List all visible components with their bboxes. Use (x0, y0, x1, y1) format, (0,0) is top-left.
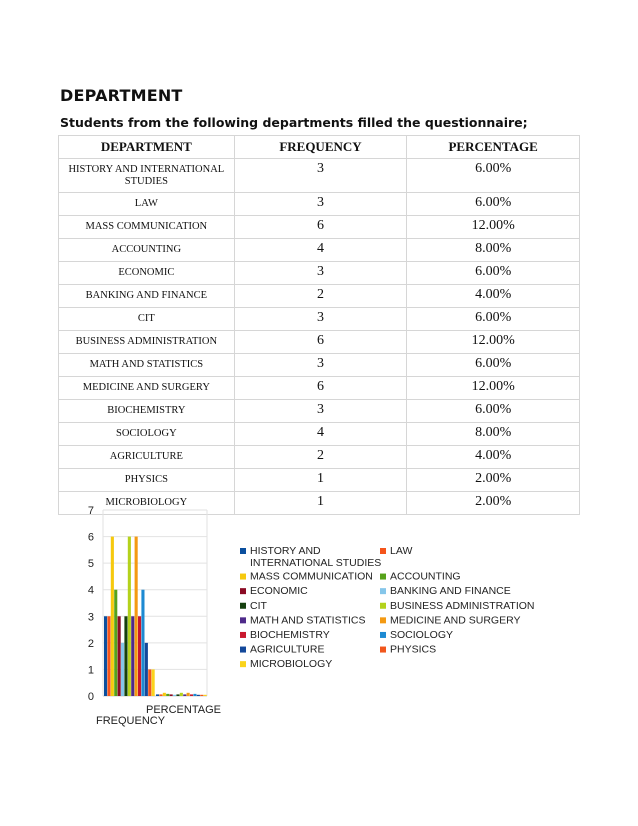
bar (128, 537, 131, 696)
table-row (59, 308, 580, 331)
bar (111, 537, 114, 696)
table-row (59, 216, 580, 239)
bar (173, 695, 176, 696)
bar (131, 616, 134, 696)
frequency-cell: 3 (234, 193, 407, 216)
legend-label: INTERNATIONAL STUDIES (250, 557, 382, 569)
legend-label: MASS COMMUNICATION (250, 570, 373, 583)
legend-swatch (380, 603, 386, 609)
table-body (59, 159, 580, 515)
legend-label: ECONOMIC (250, 585, 308, 598)
y-tick-label: 0 (87, 691, 94, 703)
bar (124, 616, 127, 696)
bar (135, 537, 138, 696)
legend-swatch (240, 603, 246, 609)
header-frequency: FREQUENCY (234, 136, 407, 159)
legend-label: ACCOUNTING (390, 570, 461, 583)
legend-label: MEDICINE AND SURGERY (390, 614, 521, 627)
table-row (59, 262, 580, 285)
bar (180, 693, 183, 696)
bar (152, 669, 155, 696)
percentage-cell: 12.00% (407, 216, 580, 239)
legend-label: LAW (390, 545, 413, 557)
percentage-cell: 6.00% (407, 354, 580, 377)
legend-label: BIOCHEMISTRY (250, 628, 330, 641)
bar (138, 616, 141, 696)
department-cell: BIOCHEMISTRY (59, 400, 235, 423)
legend-swatch (240, 647, 246, 653)
bar (187, 693, 190, 696)
y-tick-label: 5 (87, 558, 94, 571)
table-row (59, 377, 580, 400)
department-cell: SOCIOLOGY (59, 423, 235, 446)
frequency-cell: 3 (234, 308, 407, 331)
y-tick-label: 3 (87, 611, 94, 624)
y-tick-label: 2 (87, 637, 94, 650)
bar (156, 694, 159, 696)
chart-svg (80, 500, 560, 740)
bar (118, 616, 121, 696)
percentage-cell: 2.00% (407, 492, 580, 515)
legend-swatch (240, 588, 246, 594)
legend-swatch (380, 632, 386, 638)
y-tick-label: 6 (87, 531, 94, 544)
table-row (59, 285, 580, 308)
percentage-cell: 12.00% (407, 331, 580, 354)
frequency-cell: 3 (234, 159, 407, 193)
bar (121, 643, 124, 696)
department-cell: PHYSICS (59, 469, 235, 492)
header-percentage: PERCENTAGE (407, 136, 580, 159)
department-chart (80, 500, 560, 740)
table-header-row (59, 136, 580, 159)
bar (170, 694, 173, 696)
percentage-cell: 6.00% (407, 400, 580, 423)
bar (166, 694, 169, 696)
frequency-cell: 3 (234, 400, 407, 423)
legend-swatch (380, 548, 386, 554)
legend-swatch (240, 574, 246, 580)
table-row (59, 469, 580, 492)
frequency-cell: 6 (234, 331, 407, 354)
bar (114, 590, 117, 696)
department-cell: ACCOUNTING (59, 239, 235, 262)
table-row (59, 400, 580, 423)
percentage-cell: 6.00% (407, 193, 580, 216)
frequency-cell: 1 (234, 469, 407, 492)
percentage-cell: 2.00% (407, 469, 580, 492)
department-cell: MICROBIOLOGY (59, 492, 235, 515)
legend-swatch (380, 647, 386, 653)
percentage-cell: 6.00% (407, 262, 580, 285)
percentage-cell: 8.00% (407, 423, 580, 446)
x-category-label: FREQUENCY (96, 715, 166, 727)
department-cell: CIT (59, 308, 235, 331)
department-cell: BANKING AND FINANCE (59, 285, 235, 308)
legend-label: BANKING AND FINANCE (390, 585, 511, 598)
frequency-cell: 1 (234, 492, 407, 515)
table-row (59, 239, 580, 262)
department-table (58, 135, 580, 515)
bar (200, 695, 203, 696)
header-department: DEPARTMENT (59, 136, 235, 159)
bar (193, 694, 196, 696)
legend-label: SOCIOLOGY (390, 628, 454, 641)
bar (145, 643, 148, 696)
frequency-cell: 3 (234, 262, 407, 285)
legend-swatch (240, 617, 246, 623)
y-tick-label: 1 (87, 664, 94, 677)
department-cell: HISTORY AND INTERNATIONAL STUDIES (59, 159, 235, 193)
percentage-cell: 8.00% (407, 239, 580, 262)
legend-label: MATH AND STATISTICS (250, 614, 366, 627)
x-category-label: PERCENTAGE (146, 704, 221, 716)
legend-label: AGRICULTURE (250, 643, 325, 656)
legend-swatch (240, 632, 246, 638)
department-cell: ECONOMIC (59, 262, 235, 285)
legend-label: PHYSICS (390, 643, 437, 656)
bar (197, 695, 200, 696)
percentage-cell: 4.00% (407, 446, 580, 469)
table-row (59, 159, 580, 193)
y-tick-label: 7 (87, 505, 94, 517)
legend-swatch (380, 574, 386, 580)
bar (163, 693, 166, 696)
department-cell: MASS COMMUNICATION (59, 216, 235, 239)
frequency-cell: 2 (234, 285, 407, 308)
percentage-cell: 4.00% (407, 285, 580, 308)
department-cell: BUSINESS ADMINISTRATION (59, 331, 235, 354)
table-row (59, 446, 580, 469)
table-row (59, 193, 580, 216)
bar (204, 695, 207, 696)
bar (107, 616, 110, 696)
legend-swatch (240, 548, 246, 554)
legend-label: MICROBIOLOGY (250, 658, 333, 671)
y-tick-label: 4 (87, 584, 94, 597)
bar (148, 669, 151, 696)
department-cell: MEDICINE AND SURGERY (59, 377, 235, 400)
bar (159, 694, 162, 696)
frequency-cell: 4 (234, 423, 407, 446)
percentage-cell: 6.00% (407, 308, 580, 331)
table-row (59, 331, 580, 354)
department-cell: AGRICULTURE (59, 446, 235, 469)
percentage-cell: 12.00% (407, 377, 580, 400)
frequency-cell: 6 (234, 377, 407, 400)
legend-label: BUSINESS ADMINISTRATION (390, 599, 535, 612)
legend-swatch (380, 588, 386, 594)
table-row (59, 354, 580, 377)
department-cell: LAW (59, 193, 235, 216)
legend-label: CIT (250, 599, 267, 612)
frequency-cell: 4 (234, 239, 407, 262)
frequency-cell: 2 (234, 446, 407, 469)
department-cell: MATH AND STATISTICS (59, 354, 235, 377)
intro-sentence: Students from the following departments filled the questionnaire; (60, 115, 528, 130)
frequency-cell: 3 (234, 354, 407, 377)
legend-swatch (380, 617, 386, 623)
percentage-cell: 6.00% (407, 159, 580, 193)
bar (183, 694, 186, 696)
legend-label: HISTORY AND (250, 545, 321, 557)
bar (190, 694, 193, 696)
bar (176, 694, 179, 696)
table-row (59, 423, 580, 446)
bar (141, 590, 144, 696)
frequency-cell: 6 (234, 216, 407, 239)
page-title: DEPARTMENT (60, 86, 183, 105)
legend-swatch (240, 661, 246, 667)
bar (104, 616, 107, 696)
